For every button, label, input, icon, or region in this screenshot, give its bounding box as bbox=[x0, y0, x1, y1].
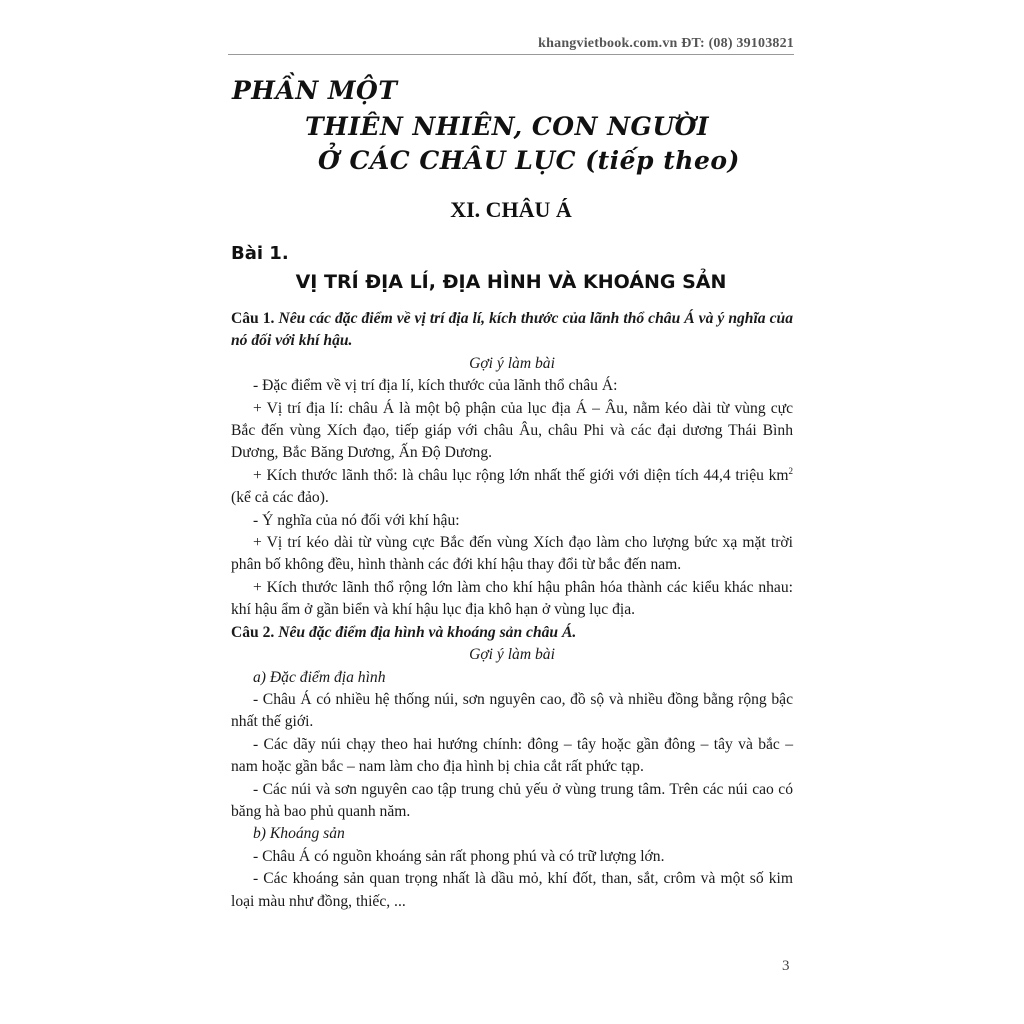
paragraph: + Kích thước lãnh thổ rộng lớn làm cho khí hậu phân hóa thành các kiểu khác nhau: khí hậu ẩm ở gần biển và khí hậu lục địa khô hạn ở vùng lục địa. bbox=[231, 578, 793, 619]
paragraph: + Vị trí kéo dài từ vùng cực Bắc đến vùng Xích đạo làm cho lượng bức xạ mặt trời phân bố không đều, hình thành các đới khí hậu thay đổi từ bắc đến nam. bbox=[231, 534, 793, 574]
subheading-minerals: b) Khoáng sản bbox=[253, 825, 345, 843]
lesson-label: Bài 1. bbox=[231, 243, 289, 264]
question-2 bbox=[231, 622, 793, 644]
page-body bbox=[231, 308, 793, 913]
paragraph: - Các dãy núi chạy theo hai hướng chính: đông – tây hoặc gần đông – tây và bắc – nam hoặc gần bắc – nam làm cho địa hình bị chia cắt rất phức tạp. bbox=[231, 735, 793, 776]
paragraph: - Các khoáng sản quan trọng nhất là dầu mỏ, khí đốt, than, sắt, crôm và một số kim loại màu như đồng, thiếc, ... bbox=[231, 870, 793, 910]
question-1-text: Nêu các đặc điểm về vị trí địa lí, kích thước của lãnh thổ châu Á và ý nghĩa của nó đối với khí hậu. bbox=[231, 310, 794, 350]
paragraph: - Châu Á có nguồn khoáng sản rất phong phú và có trữ lượng lớn. bbox=[253, 847, 665, 865]
paragraph: - Ý nghĩa của nó đối với khí hậu: bbox=[253, 511, 460, 529]
question-2-label: Câu 2. bbox=[231, 623, 275, 641]
page-number: 3 bbox=[782, 958, 790, 974]
paragraph: + Vị trí địa lí: châu Á là một bộ phận của lục địa Á – Âu, nằm kéo dài từ vùng cực Bắc đến vùng Xích đạo, tiếp giáp với châu Âu, châu Phi và các đại dương Thái Bình Dương, Bắc Băng Dương, Ấn Độ Dương. bbox=[231, 399, 793, 462]
paragraph: - Châu Á có nhiều hệ thống núi, sơn nguyên cao, đồ sộ và nhiều đồng bằng rộng bậc nhất thế giới. bbox=[231, 690, 793, 731]
hint-heading-1: Gợi ý làm bài bbox=[469, 354, 555, 372]
subheading-terrain: a) Đặc điểm địa hình bbox=[253, 668, 386, 686]
chapter-title: XI. CHÂU Á bbox=[450, 197, 572, 222]
part-title-line3: Ở CÁC CHÂU LỤC (tiếp theo) bbox=[318, 146, 740, 175]
paragraph: - Các núi và sơn nguyên cao tập trung chủ yếu ở vùng trung tâm. Trên các núi cao có băng hà bao phủ quanh năm. bbox=[231, 780, 793, 820]
superscript: 2 bbox=[788, 465, 793, 476]
lesson-title: VỊ TRÍ ĐỊA LÍ, ĐỊA HÌNH VÀ KHOÁNG SẢN bbox=[295, 271, 727, 293]
part-title-line1: PHẦN MỘT bbox=[232, 76, 398, 105]
paragraph-text: (kể cả các đảo). bbox=[231, 489, 329, 507]
paragraph: - Đặc điểm về vị trí địa lí, kích thước của lãnh thổ châu Á: bbox=[253, 377, 618, 395]
page-header: khangvietbook.com.vn ĐT: (08) 39103821 bbox=[538, 36, 794, 51]
question-1 bbox=[231, 308, 793, 353]
hint-heading-2: Gợi ý làm bài bbox=[469, 646, 555, 664]
header-rule bbox=[228, 54, 794, 55]
paragraph-text: + Kích thước lãnh thổ: là châu lục rộng lớn nhất thế giới với diện tích 44,4 triệu km bbox=[253, 466, 789, 484]
paragraph bbox=[231, 465, 793, 510]
question-1-label: Câu 1. bbox=[231, 310, 275, 327]
question-2-text: Nêu đặc điểm địa hình và khoáng sản châu Á. bbox=[278, 623, 577, 641]
part-title-line2: THIÊN NHIÊN, CON NGƯỜI bbox=[305, 112, 710, 141]
